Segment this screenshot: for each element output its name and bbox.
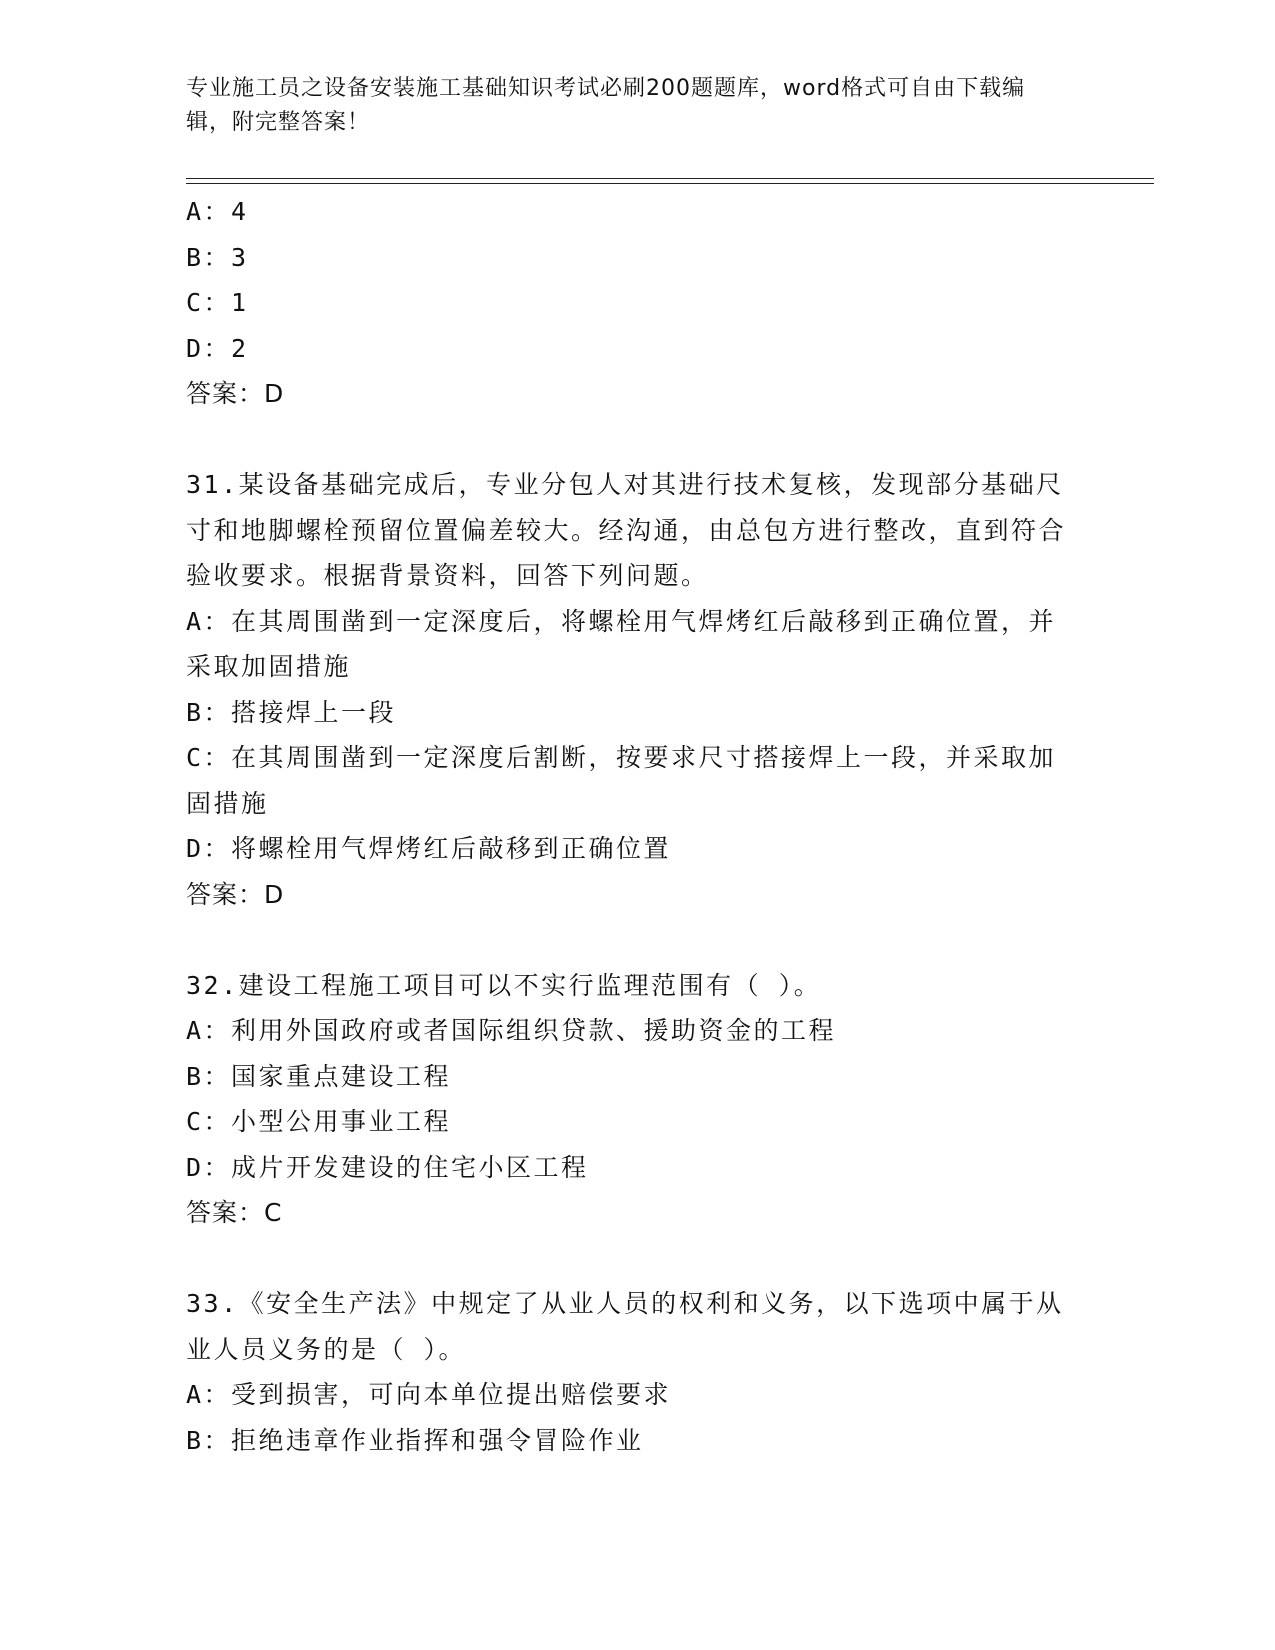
q30-option-d: D：2 bbox=[186, 333, 249, 363]
q32-option-b: B：国家重点建设工程 bbox=[186, 1061, 452, 1091]
q31-stem: 31.某设备基础完成后，专业分包人对其进行技术复核，发现部分基础尺寸和地脚螺栓预留位置偏差较大。经沟通，由总包方进行整改，直到符合验收要求。根据背景资料，回答下列问题。 bbox=[186, 470, 1067, 590]
q32-option-d: D：成片开发建设的住宅小区工程 bbox=[186, 1152, 589, 1182]
q32-option-c: C：小型公用事业工程 bbox=[186, 1107, 452, 1136]
question-content bbox=[186, 189, 1086, 1463]
q32-option-a: A：利用外国政府或者国际组织贷款、援助资金的工程 bbox=[186, 1016, 837, 1045]
spacer bbox=[186, 1236, 1086, 1282]
header-divider-top bbox=[186, 178, 1154, 179]
document-header: 专业施工员之设备安装施工基础知识考试必刷200题题库，word格式可自由下载编辑，附完整答案！ bbox=[186, 76, 1026, 135]
q32-stem: 32.建设工程施工项目可以不实行监理范围有（ ）。 bbox=[186, 970, 822, 1000]
q31-option-d: D：将螺栓用气焊烤红后敲移到正确位置 bbox=[186, 834, 672, 863]
q31-option-b: B：搭接焊上一段 bbox=[186, 697, 397, 727]
q33-option-a: A：受到损害，可向本单位提出赔偿要求 bbox=[186, 1380, 672, 1409]
q30-option-a: A：4 bbox=[186, 197, 249, 226]
q30-answer: 答案：D bbox=[186, 379, 285, 408]
header-divider-bottom bbox=[186, 183, 1154, 184]
spacer bbox=[186, 917, 1086, 963]
q31-option-c: C：在其周围凿到一定深度后割断，按要求尺寸搭接焊上一段，并采取加固措施 bbox=[186, 743, 1057, 818]
q33-option-b: B：拒绝违章作业指挥和强令冒险作业 bbox=[186, 1425, 644, 1455]
q32-answer: 答案：C bbox=[186, 1198, 283, 1227]
q33-stem: 33.《安全生产法》中规定了从业人员的权利和义务，以下选项中属于从业人员义务的是（ ）。 bbox=[186, 1289, 1064, 1364]
spacer bbox=[186, 417, 1086, 463]
q31-answer: 答案：D bbox=[186, 879, 285, 909]
q30-option-c: C：1 bbox=[186, 288, 249, 317]
q31-option-a: A：在其周围凿到一定深度后，将螺栓用气焊烤红后敲移到正确位置，并采取加固措施 bbox=[186, 606, 1057, 681]
q30-option-b: B：3 bbox=[186, 242, 249, 272]
